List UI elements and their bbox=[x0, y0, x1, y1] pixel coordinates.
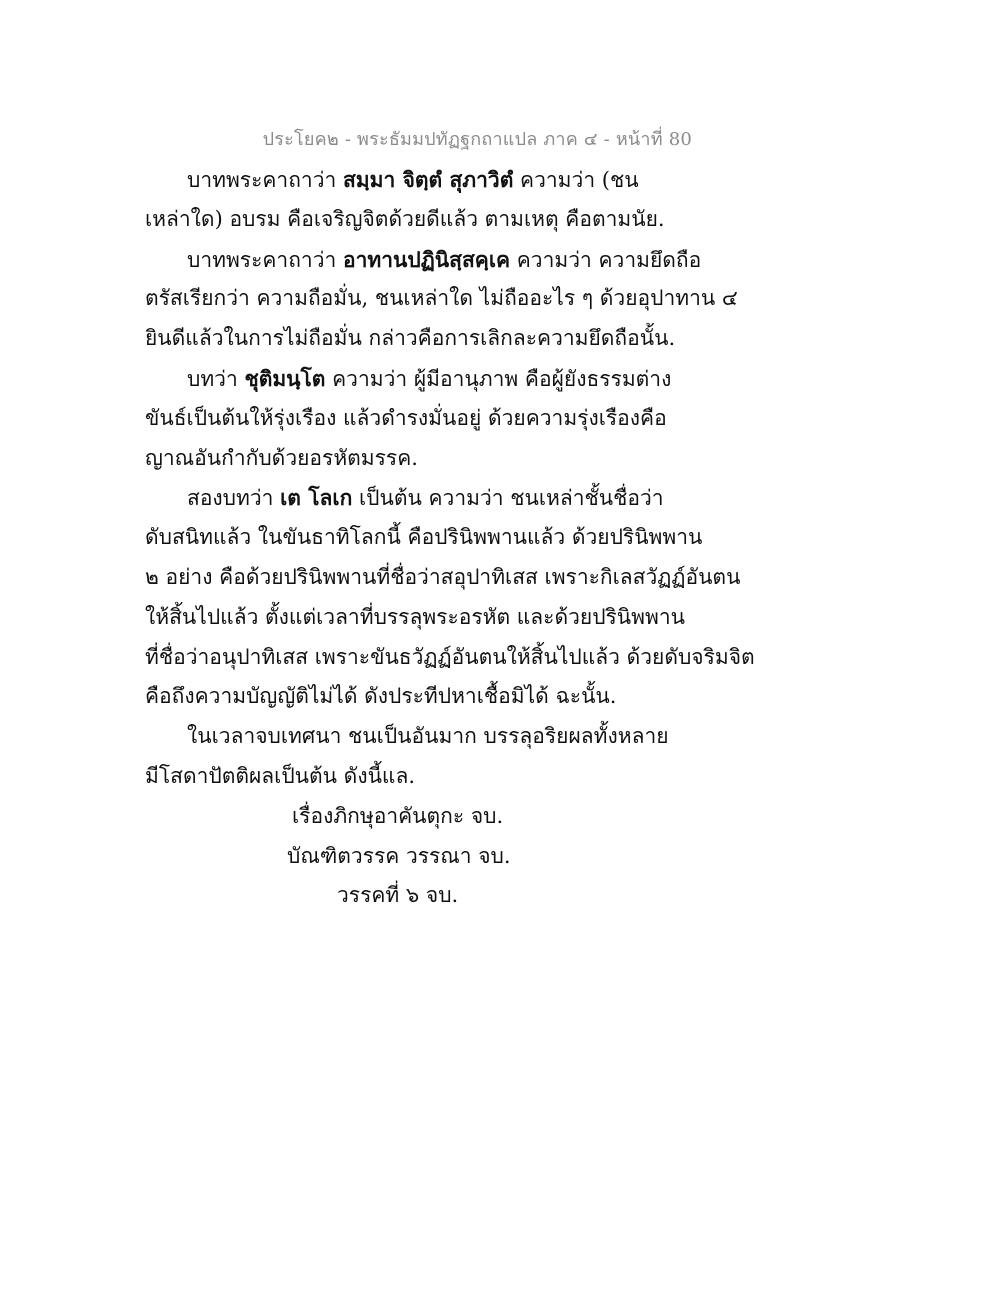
text-line bbox=[145, 399, 705, 439]
text-line bbox=[145, 160, 705, 200]
text-line bbox=[145, 677, 705, 717]
text-segment: ๒ อย่าง คือด้วยปรินิพพานที่ชื่อว่าสอุปาทิเสส เพราะกิเลสวัฏฏ์อันตน bbox=[145, 564, 741, 589]
text-segment: ให้สิ้นไปแล้ว ตั้งแต่เวลาที่บรรลุพระอรหัต และด้วยปรินิพพาน bbox=[145, 604, 685, 629]
text-line bbox=[145, 598, 705, 638]
pandita-end-line: บัณฑิตวรรค วรรณา จบ. bbox=[287, 843, 511, 868]
text-segment: ยินดีแล้วในการไม่ถือมั่น กล่าวคือการเลิกละความยึดถือนั้น. bbox=[145, 326, 676, 351]
text-segment: ขันธ์เป็นต้นให้รุ่งเรือง แล้วดำรงมั่นอยู่ ด้วยความรุ่งเรืองคือ bbox=[145, 405, 667, 430]
text-segment: บทว่า bbox=[187, 366, 245, 391]
text-line bbox=[145, 518, 705, 558]
text-segment: ญาณอันกำกับด้วยอรหัตมรรค. bbox=[145, 445, 418, 470]
text-line bbox=[145, 478, 705, 518]
page-header: ประโยค๒ - พระธัมมปทัฏฐกถาแปล ภาค ๔ - หน้าที่ 80 bbox=[262, 129, 692, 150]
text-line bbox=[145, 359, 705, 399]
text-line bbox=[145, 319, 705, 359]
story-end-line: เรื่องภิกษุอาคันตุกะ จบ. bbox=[292, 803, 504, 828]
text-segment: เป็นต้น ความว่า ชนเหล่าชั้นชื่อว่า bbox=[352, 486, 664, 511]
text-line bbox=[145, 200, 705, 240]
text-segment: สองบทว่า bbox=[187, 486, 281, 511]
text-line bbox=[145, 757, 705, 797]
text-segment: ความว่า (ชน bbox=[513, 168, 639, 192]
text-segment: บาทพระคาถาว่า bbox=[187, 168, 343, 192]
text-segment: บาทพระคาถาว่า bbox=[187, 247, 343, 272]
pali-term: ชุติมนฺโต bbox=[244, 365, 326, 391]
text-segment: ที่ชื่อว่าอนุปาทิเสส เพราะขันธวัฏฏ์อันตนให้สิ้นไปแล้ว ด้วยดับจริมจิต bbox=[145, 644, 755, 669]
text-line bbox=[145, 240, 705, 280]
text-segment: ตรัสเรียกว่า ความถือมั่น, ชนเหล่าใด ไม่ถืออะไร ๆ ด้วยอุปาทาน ๔ bbox=[145, 286, 738, 311]
pali-term: สมฺมา จิตฺตํ สุภาวิตํ bbox=[342, 167, 514, 192]
text-line bbox=[145, 279, 738, 319]
text-line bbox=[145, 558, 741, 598]
text-segment: ในเวลาจบเทศนา ชนเป็นอันมาก บรรลุอริยผลทั้งหลาย bbox=[187, 724, 669, 749]
text-line bbox=[145, 638, 755, 678]
text-segment: มีโสดาปัตติผลเป็นต้น ดังนี้แล. bbox=[145, 763, 416, 788]
text-segment: คือถึงความบัญญัติไม่ได้ ดังประทีปหาเชื้อมิได้ ฉะนั้น. bbox=[145, 684, 617, 709]
pali-term: เต โลเก bbox=[280, 485, 353, 511]
pali-term: อาทานปฏินิสฺสคฺเค bbox=[342, 246, 511, 272]
text-line bbox=[145, 717, 705, 757]
paragraph-lines bbox=[145, 160, 755, 797]
text-line bbox=[145, 439, 705, 479]
text-segment: เหล่าใด) อบรม คือเจริญจิตด้วยดีแล้ว ตามเหตุ คือตามนัย. bbox=[145, 206, 665, 231]
vagga-end-line: วรรคที่ ๖ จบ. bbox=[337, 883, 459, 908]
body-text bbox=[145, 160, 755, 916]
text-segment: ความว่า ความยึดถือ bbox=[510, 247, 702, 272]
text-segment: ความว่า ผู้มีอานุภาพ คือผู้ยังธรรมต่าง bbox=[325, 366, 672, 391]
text-segment: ดับสนิทแล้ว ในขันธาทิโลกนี้ คือปรินิพพานแล้ว ด้วยปรินิพพาน bbox=[145, 525, 703, 550]
